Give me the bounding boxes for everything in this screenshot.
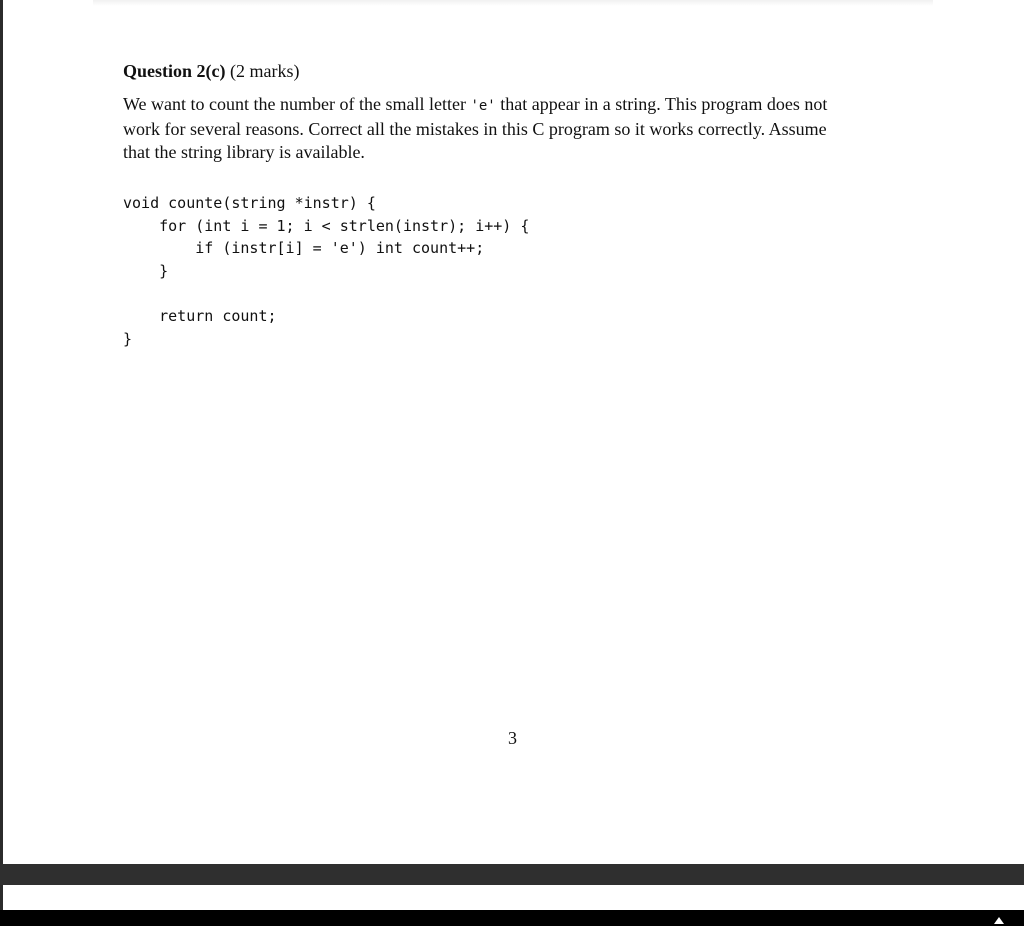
code-line: void counte(string *instr) { <box>123 194 376 212</box>
inline-code-letter: 'e' <box>470 98 496 114</box>
question-text <box>123 93 923 164</box>
question-text-line-1-end: that appear in a string. This program does not <box>495 94 828 114</box>
code-block <box>123 192 529 351</box>
code-line: } <box>123 330 133 349</box>
question-text-line-1 <box>123 93 923 118</box>
question-number: Question 2(c) <box>123 61 226 81</box>
scroll-up-arrow-icon[interactable] <box>994 917 1004 924</box>
document-page <box>3 0 1024 864</box>
question-marks: (2 marks) <box>225 61 300 81</box>
viewer-bottom-bar <box>0 910 1024 926</box>
viewer-page-gap <box>0 864 1024 885</box>
question-text-line-2: work for several reasons. Correct all the mistakes in this C program so it works correctly. Assume <box>123 119 827 139</box>
question-text-line-3: that the string library is available. <box>123 142 365 162</box>
question-heading <box>123 61 299 82</box>
question-text-line-1-start: We want to count the number of the small letter <box>123 94 471 114</box>
page-top-shadow <box>93 0 933 6</box>
code-line: } <box>123 262 169 281</box>
code-line: return count; <box>123 307 277 326</box>
code-line <box>123 283 529 306</box>
code-line: for (int i = 1; i < strlen(instr); i++) { <box>123 216 530 235</box>
code-line: if (instr[i] = 'e') int count++; <box>123 239 485 258</box>
page-number: 3 <box>508 728 517 748</box>
next-page-edge[interactable] <box>3 885 1024 910</box>
